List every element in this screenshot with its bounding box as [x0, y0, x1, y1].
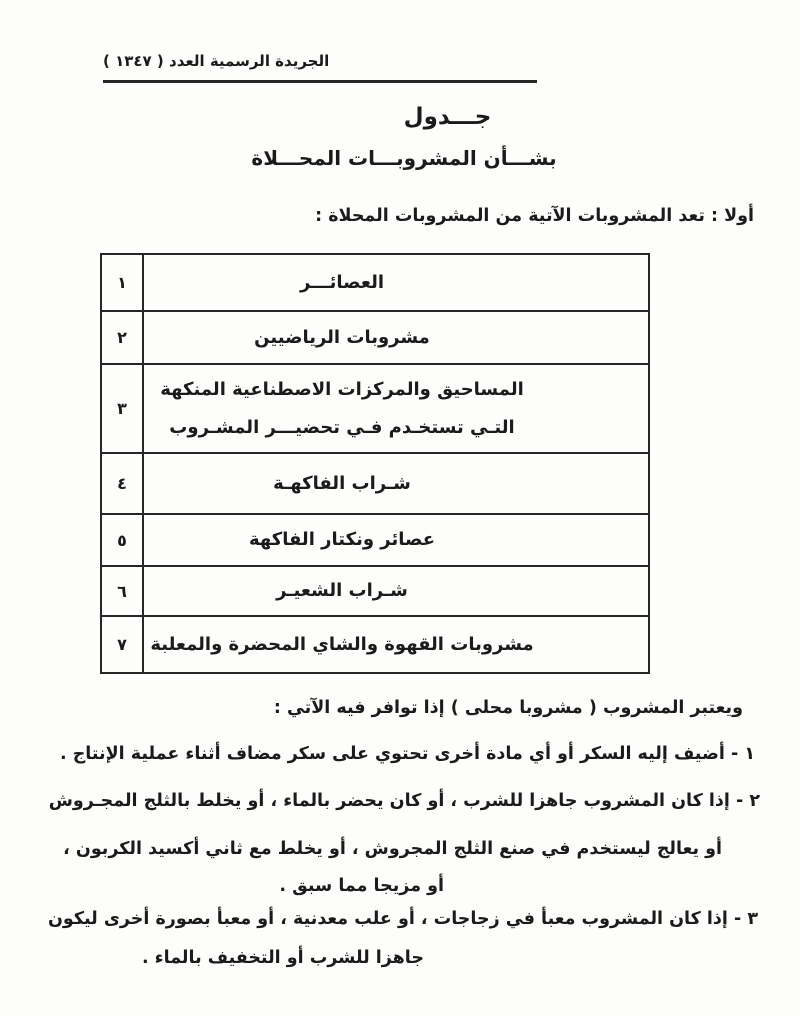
- beverage-cell: [143, 566, 649, 616]
- serial-cell: ٥: [101, 514, 143, 566]
- beverage-label: المساحيق والمركزات الاصطناعية المنكهة: [160, 378, 524, 400]
- criteria-item-1-line: ١ - أضيف إليه السكر أو أي مادة أخرى تحتوي على سكر مضاف أثناء عملية الإنتاج .: [59, 744, 755, 764]
- beverage-cell: [143, 453, 649, 514]
- gazette-header-text: الجريدة الرسمية العدد ( ١٣٤٧ ): [103, 52, 330, 70]
- beverage-cell: [143, 311, 649, 364]
- serial-cell: ٢: [101, 311, 143, 364]
- document-title: جـــدول: [403, 104, 492, 130]
- serial-cell: ١: [101, 254, 143, 311]
- criteria-item-2-line: أو يعالج ليستخدم في صنع الثلج المجروش ، أو يخلط مع ثاني أكسيد الكربون ،: [63, 839, 722, 859]
- beverage-label: مشروبات الرياضيين: [254, 326, 430, 348]
- criteria-intro: ويعتبر المشروب ( مشروبا محلى ) إذا توافر فيه الآتي :: [273, 698, 743, 718]
- table-row: [101, 364, 649, 453]
- beverage-cell: [143, 616, 649, 673]
- document-subtitle: بشـــأن المشروبـــات المحـــلاة: [251, 146, 557, 170]
- beverage-label: عصائر ونكتار الفاكهة: [248, 529, 436, 550]
- criteria-item-3-line: ٣ - إذا كان المشروب معبأ في زجاجات ، أو علب معدنية ، أو معبأ بصورة أخرى ليكون: [47, 909, 758, 929]
- serial-cell: ٤: [101, 453, 143, 514]
- criteria-item-3-line: جاهزا للشرب أو التخفيف بالماء .: [141, 948, 424, 968]
- beverages-table: [100, 253, 650, 674]
- header-rule: [103, 80, 537, 83]
- beverage-label: شـراب الشعيـر: [276, 580, 408, 601]
- criteria-item-2-line: أو مزيجا مما سبق .: [279, 876, 444, 896]
- table-row: [101, 566, 649, 616]
- table-row: [101, 453, 649, 514]
- beverage-cell: [143, 254, 649, 311]
- beverage-cell: [143, 364, 649, 453]
- table-row: [101, 254, 649, 311]
- first-clause: أولا : تعد المشروبات الآتية من المشروبات المحلاة :: [315, 206, 754, 226]
- beverage-label: العصائـــر: [300, 271, 384, 293]
- serial-cell: ٦: [101, 566, 143, 616]
- beverage-cell: [143, 514, 649, 566]
- beverage-label: شـراب الفاكهـة: [273, 472, 411, 494]
- table-row: [101, 616, 649, 673]
- serial-cell: ٣: [101, 364, 143, 453]
- beverage-label: مشروبات القهوة والشاي المحضرة والمعلبة: [150, 633, 534, 655]
- beverage-label-line2: التـي تستخـدم فـي تحضيـــر المشـروب: [169, 416, 515, 438]
- serial-cell: ٧: [101, 616, 143, 673]
- table-row: [101, 311, 649, 364]
- criteria-item-2-line: ٢ - إذا كان المشروب جاهزا للشرب ، أو كان يحضر بالماء ، أو يخلط بالثلج المجـروش: [48, 791, 760, 811]
- table-row: [101, 514, 649, 566]
